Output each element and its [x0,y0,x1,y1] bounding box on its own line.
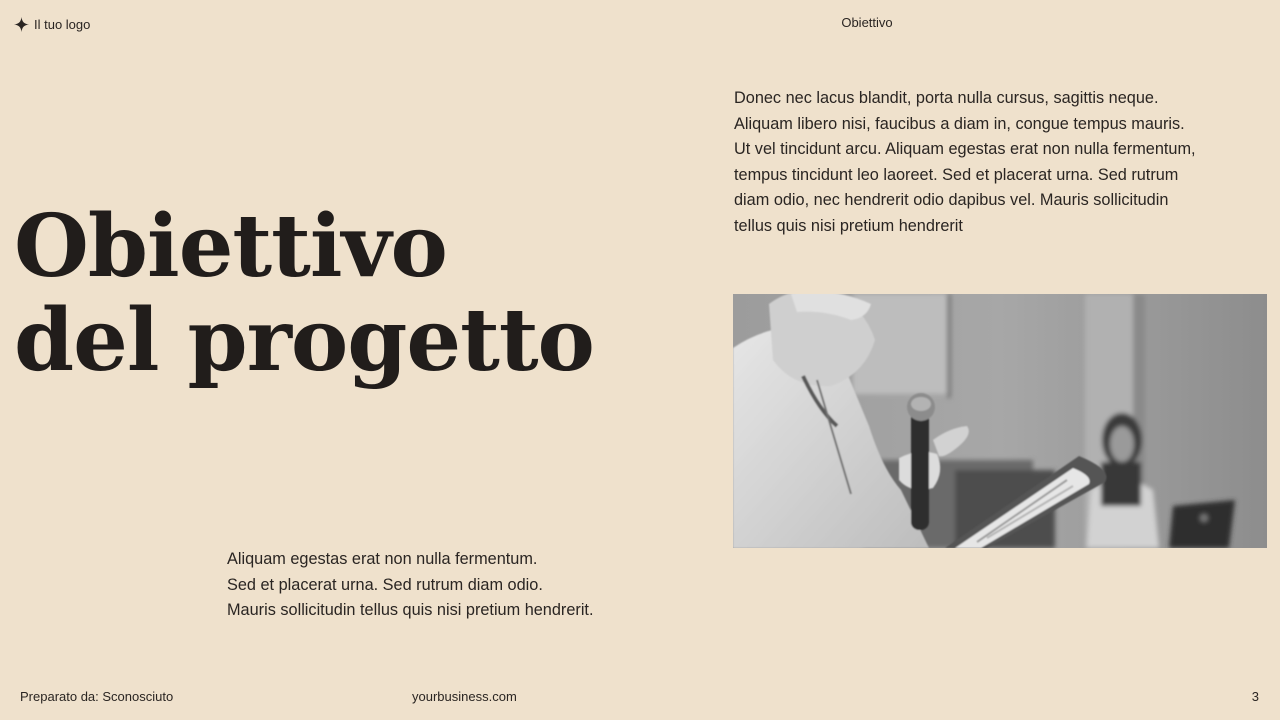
caption-line-1: Aliquam egestas erat non nulla fermentum. [227,550,538,568]
caption-line-2: Sed et placerat urna. Sed rutrum diam odio. [227,575,543,594]
logo [14,14,90,34]
four-point-star-icon [14,17,29,32]
caption-line-3: Mauris sollicitudin tellus quis nisi pretium hendrerit. [227,601,594,619]
body-paragraph: Donec nec lacus blandit, porta nulla cursus, sagittis neque. Aliquam libero nisi, faucibus a diam in, congue tempus mauris. Ut vel tincidunt arcu. Aliquam egestas erat non nulla fermentum, tempus tincidunt leo laoreet. Sed et placerat urna. Sed rutrum diam odio, nec hendrerit odio dapibus vel. Mauris sollicitudin tellus quis nisi pretium hendrerit [734,89,1196,235]
caption [227,547,647,624]
page-number: 3 [1251,689,1259,704]
page-title-line-2: del progetto [14,290,594,391]
footer-prepared-by: Preparato da: Sconosciuto [20,689,174,704]
speaker-photo [733,294,1267,548]
section-title: Obiettivo [841,15,893,30]
footer-website[interactable]: yourbusiness.com [412,689,517,704]
page-title [14,196,654,391]
page-title-line-1: Obiettivo [14,196,447,297]
logo-text: Il tuo logo [34,16,91,32]
